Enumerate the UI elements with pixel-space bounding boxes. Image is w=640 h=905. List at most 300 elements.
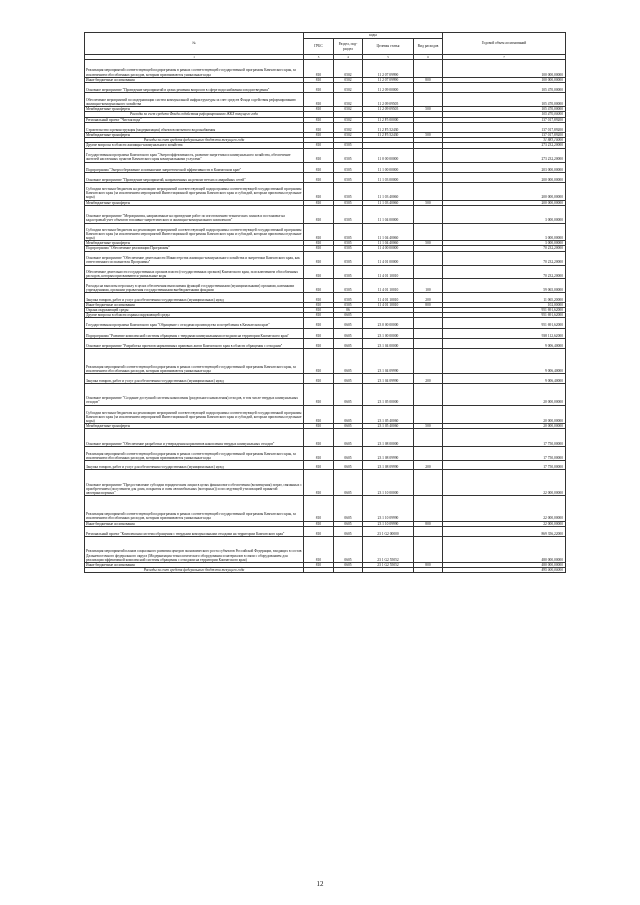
row-tselevaya: 11 4 01 10010 xyxy=(363,293,414,302)
table-row xyxy=(85,461,566,470)
row-name: Региональный проект "Комплексная система обращения с твердыми коммунальными отходами на территории Камчатского края" xyxy=(85,526,304,536)
row-tselevaya: 23 1 04 09990 xyxy=(363,374,414,384)
row-sum: 105 470,00000 xyxy=(443,93,566,107)
row-vid xyxy=(414,496,443,521)
row-grbs: 810 xyxy=(304,122,334,132)
row-sum: 102,00000 xyxy=(443,302,566,307)
row-sum: 9 006,40000 xyxy=(443,348,566,373)
row-name: Межбюджетные трансферты xyxy=(85,200,304,205)
table-row xyxy=(85,348,566,373)
row-name: Иные бюджетные ассигнования xyxy=(85,562,304,567)
row-grbs: 810 xyxy=(304,83,334,93)
row-tselevaya: 11 2 F5 52430 xyxy=(363,133,414,138)
row-name: Региональный проект "Чистая вода" xyxy=(85,117,304,122)
row-grbs: 810 xyxy=(304,205,334,223)
row-grbs: 810 xyxy=(304,148,334,162)
row-vid xyxy=(414,83,443,93)
row-razdel: 0505 xyxy=(334,223,363,241)
row-sum: 100 000,00000 xyxy=(443,77,566,82)
row-sum: 9 006,40000 xyxy=(443,338,566,348)
row-vid: 800 xyxy=(414,521,443,526)
row-sum: 869 356,22000 xyxy=(443,526,566,536)
row-sum: 59 065,00000 xyxy=(443,279,566,293)
table-row xyxy=(85,223,566,241)
row-razdel: 0605 xyxy=(334,374,363,384)
table-row xyxy=(85,93,566,107)
row-razdel: 0502 xyxy=(334,133,363,138)
row-name: Реализация мероприятий соответствующей подпрограммы в рамках соответствующей государственной программы Камчатского края, за исключением обособленных расходов, которым присваиваются уникальные коды xyxy=(85,60,304,78)
row-name: Реализация мероприятий планов социального развития центров экономического роста субъектов Российской Федерации, входящих в состав Дальневосточного федерального округа (Модернизация технологического оборудования и материалов в связи с оборудованием для реализации эффективной комплексной системы обращения с отходами на территории Камчатского края) xyxy=(85,536,304,562)
row-name: Строительство и реконструкция (модернизация) объектов питьевого водоснабжения xyxy=(85,122,304,132)
row-sum: 22 000,00000 xyxy=(443,521,566,526)
table-row xyxy=(85,568,566,573)
row-sum: 20 000,00000 xyxy=(443,424,566,429)
row-razdel: 06 xyxy=(334,307,363,312)
row-grbs: 810 xyxy=(304,318,334,328)
row-grbs: 810 xyxy=(304,241,334,246)
row-grbs: 810 xyxy=(304,93,334,107)
table-row xyxy=(85,148,566,162)
row-razdel: 0505 xyxy=(334,200,363,205)
row-grbs: 810 xyxy=(304,183,334,201)
table-row xyxy=(85,318,566,328)
row-razdel: 0505 xyxy=(334,302,363,307)
row-tselevaya: 11 1 00 00000 xyxy=(363,162,414,172)
row-razdel: 0505 xyxy=(334,241,363,246)
row-grbs: 810 xyxy=(304,536,334,562)
row-tselevaya: 23 1 G2 55052 xyxy=(363,562,414,567)
row-tselevaya: 11 0 00 00000 xyxy=(363,148,414,162)
row-sum: 20 000,00000 xyxy=(443,405,566,424)
header-codes: коды xyxy=(304,33,443,39)
row-sum: 17 750,00000 xyxy=(443,429,566,447)
row-grbs: 810 xyxy=(304,338,334,348)
row-sum: 105 470,00000 xyxy=(443,107,566,112)
row-razdel: 0505 xyxy=(334,279,363,293)
row-name: Государственная программа Камчатского края "Энергоэффективность, развитие энергетики и коммунального хозяйства, обеспечение жителей населенных пунктов Камчатского края коммунальными услугами" xyxy=(85,148,304,162)
row-razdel: 0502 xyxy=(334,77,363,82)
row-tselevaya: 11 4 01 10010 xyxy=(363,279,414,293)
column-index: 3 xyxy=(304,55,334,60)
row-tselevaya xyxy=(363,568,414,573)
table-row xyxy=(85,205,566,223)
row-grbs xyxy=(304,568,334,573)
row-tselevaya: 11 1 03 40060 xyxy=(363,183,414,201)
row-sum: 11 065,20000 xyxy=(443,293,566,302)
row-vid xyxy=(414,470,443,496)
budget-table-sheet xyxy=(84,32,565,573)
row-name: Реализация мероприятий соответствующей подпрограммы в рамках соответствующей государственной программы Камчатского края, за исключением обособленных расходов, которым присваиваются уникальные коды xyxy=(85,496,304,521)
row-sum: 17 750,00000 xyxy=(443,447,566,461)
table-row xyxy=(85,183,566,201)
table-row xyxy=(85,429,566,447)
row-grbs: 810 xyxy=(304,200,334,205)
row-razdel: 0505 xyxy=(334,293,363,302)
row-grbs: 810 xyxy=(304,307,334,312)
header-number: № xyxy=(85,33,304,55)
row-sum: 9 006,40000 xyxy=(443,374,566,384)
row-vid xyxy=(414,536,443,562)
row-vid xyxy=(414,526,443,536)
row-grbs: 810 xyxy=(304,302,334,307)
row-sum: 938 112,62000 xyxy=(443,328,566,338)
column-index: 1 xyxy=(85,55,304,60)
column-index: 4 xyxy=(334,55,363,60)
row-vid xyxy=(414,348,443,373)
table-row xyxy=(85,447,566,461)
row-vid xyxy=(414,93,443,107)
row-grbs: 810 xyxy=(304,461,334,470)
row-razdel: 0502 xyxy=(334,93,363,107)
table-row xyxy=(85,83,566,93)
row-grbs: 810 xyxy=(304,496,334,521)
row-razdel: 0502 xyxy=(334,60,363,78)
row-razdel: 0505 xyxy=(334,143,363,148)
row-tselevaya: 23 1 10 00000 xyxy=(363,470,414,496)
row-tselevaya: 11 2 F5 52430 xyxy=(363,122,414,132)
row-tselevaya: 11 1 04 40060 xyxy=(363,241,414,246)
row-name: Подпрограмма "Энергосбережение и повышение энергетической эффективности в Камчатском крае" xyxy=(85,162,304,172)
row-name: Межбюджетные трансферты xyxy=(85,133,304,138)
row-sum: 137 017,89200 xyxy=(443,117,566,122)
row-grbs: 810 xyxy=(304,133,334,138)
row-grbs: 810 xyxy=(304,251,334,265)
row-razdel: 0505 xyxy=(334,246,363,251)
row-sum: 22 000,00000 xyxy=(443,470,566,496)
row-grbs: 810 xyxy=(304,265,334,279)
row-tselevaya: 23 1 04 09990 xyxy=(363,348,414,373)
row-vid xyxy=(414,60,443,78)
row-grbs: 810 xyxy=(304,172,334,182)
row-vid xyxy=(414,568,443,573)
row-name: Расходы за счет средств федерального бюджета текущего года xyxy=(85,568,304,573)
row-grbs: 810 xyxy=(304,562,334,567)
row-razdel: 0502 xyxy=(334,107,363,112)
row-sum: 70 232,20000 xyxy=(443,265,566,279)
row-sum: 3 000,00000 xyxy=(443,205,566,223)
row-razdel: 0505 xyxy=(334,205,363,223)
row-sum: 105 470,00000 xyxy=(443,83,566,93)
row-razdel: 0502 xyxy=(334,83,363,93)
row-name: Закупка товаров, работ и услуг для обеспечения государственных (муниципальных) нужд xyxy=(85,461,304,470)
row-vid xyxy=(414,172,443,182)
row-sum: 951 691,62000 xyxy=(443,318,566,328)
row-sum: 480 000,00000 xyxy=(443,536,566,562)
row-name: Основное мероприятие "Мероприятия, направленные на проведение работ по изготовлению технических планов и постановке на кадастровый учет объектов топливно-энергетического и жилищно-коммунального комплексов" xyxy=(85,205,304,223)
row-vid: 500 xyxy=(414,200,443,205)
row-grbs: 810 xyxy=(304,223,334,241)
table-row xyxy=(85,328,566,338)
row-name: Субсидии местным бюджетам на реализацию мероприятий соответствующей подпрограммы соответствующей государственной программы Камчатского края (за исключением мероприятий Инвестиционной программы Камчатского края и субсидий, которым присвоены отдельные коды) xyxy=(85,183,304,201)
row-vid xyxy=(414,328,443,338)
row-grbs: 810 xyxy=(304,117,334,122)
row-vid: 200 xyxy=(414,374,443,384)
table-body xyxy=(85,60,566,573)
row-name: Подпрограмма "Развитие комплексной системы обращения с твердыми коммунальными отходами на территории Камчатского края" xyxy=(85,328,304,338)
table-row xyxy=(85,279,566,293)
row-tselevaya: 23 1 G2 55052 xyxy=(363,536,414,562)
row-vid: 100 xyxy=(414,279,443,293)
row-sum: 3 000,00000 xyxy=(443,241,566,246)
row-tselevaya: 11 1 04 00000 xyxy=(363,205,414,223)
row-razdel: 0505 xyxy=(334,172,363,182)
row-sum: 70 232,20000 xyxy=(443,251,566,265)
row-sum: 200 000,00000 xyxy=(443,172,566,182)
row-name: Реализация мероприятий соответствующей подпрограммы в рамках соответствующей государственной программы Камчатского края, за исключением обособленных расходов, которым присваиваются уникальные коды xyxy=(85,447,304,461)
row-vid xyxy=(414,318,443,328)
header-total: Годовой объем ассигнований xyxy=(443,33,566,55)
row-razdel: 0605 xyxy=(334,384,363,405)
table-row xyxy=(85,265,566,279)
row-name: Охрана окружающей среды xyxy=(85,307,304,312)
row-vid: 200 xyxy=(414,293,443,302)
row-vid: 500 xyxy=(414,424,443,429)
row-razdel: 0605 xyxy=(334,328,363,338)
row-razdel: 0605 xyxy=(334,521,363,526)
row-grbs: 810 xyxy=(304,107,334,112)
row-name: Основное мероприятие "Проведение мероприятий, направленных на ремонт ветхих и аварийных сетей" xyxy=(85,172,304,182)
row-name: Иные бюджетные ассигнования xyxy=(85,521,304,526)
row-tselevaya: 11 1 04 40060 xyxy=(363,223,414,241)
row-razdel: 0505 xyxy=(334,183,363,201)
budget-table xyxy=(84,32,566,573)
row-razdel: 0605 xyxy=(334,338,363,348)
row-tselevaya: 11 2 09 00000 xyxy=(363,83,414,93)
column-index: 7 xyxy=(443,55,566,60)
table-row xyxy=(85,251,566,265)
row-razdel: 0502 xyxy=(334,122,363,132)
row-vid: 800 xyxy=(414,562,443,567)
row-tselevaya: 23 1 10 09990 xyxy=(363,496,414,521)
column-index: 6 xyxy=(414,55,443,60)
row-grbs: 810 xyxy=(304,424,334,429)
row-razdel: 0605 xyxy=(334,536,363,562)
row-sum: 951 691,62000 xyxy=(443,313,566,318)
row-razdel: 0505 xyxy=(334,265,363,279)
row-name: Государственная программа Камчатского края "Обращение с отходами производства и потребления в Камчатском крае" xyxy=(85,318,304,328)
row-grbs: 810 xyxy=(304,246,334,251)
row-razdel: 0505 xyxy=(334,148,363,162)
header-razdel: Раздел, под-раздел xyxy=(334,39,363,55)
row-sum: 70 232,20000 xyxy=(443,246,566,251)
header-grbs: ГРБС xyxy=(304,39,334,55)
row-grbs: 810 xyxy=(304,429,334,447)
row-name: Субсидии местным бюджетам на реализацию мероприятий соответствующей подпрограммы соответствующей государственной программы Камчатского края (за исключением мероприятий Инвестиционной программы Камчатского края и субсидий, которым присвоены отдельные коды) xyxy=(85,405,304,424)
row-tselevaya: 23 0 00 00000 xyxy=(363,318,414,328)
row-razdel: 0605 xyxy=(334,424,363,429)
row-vid xyxy=(414,338,443,348)
row-vid xyxy=(414,265,443,279)
row-razdel: 0605 xyxy=(334,526,363,536)
table-row xyxy=(85,293,566,302)
row-name: Расходы за счет средств Фонда содействия реформированию ЖКХ текущего года xyxy=(85,112,304,117)
table-row xyxy=(85,526,566,536)
row-vid xyxy=(414,405,443,424)
row-name: Субсидии местным бюджетам на реализацию мероприятий соответствующей подпрограммы соответствующей государственной программы Камчатского края (за исключением мероприятий Инвестиционной программы Камчатского края и субсидий, которым присвоены отдельные коды) xyxy=(85,223,304,241)
row-grbs: 810 xyxy=(304,384,334,405)
row-razdel: 0605 xyxy=(334,461,363,470)
row-tselevaya: 11 2 07 09990 xyxy=(363,77,414,82)
row-tselevaya: 23 1 08 09990 xyxy=(363,447,414,461)
row-tselevaya: 23 1 08 00000 xyxy=(363,429,414,447)
header-tselevaya: Целевая статья xyxy=(363,39,414,55)
row-grbs: 810 xyxy=(304,293,334,302)
row-razdel: 0605 xyxy=(334,496,363,521)
table-row xyxy=(85,338,566,348)
row-tselevaya: 11 4 01 00000 xyxy=(363,251,414,265)
row-tselevaya: 11 4 01 10010 xyxy=(363,302,414,307)
row-name: Обеспечение деятельности государственных органов власти (государственных органов) Камчатского края, за исключением обособленных расходов, которым присваиваются уникальные коды xyxy=(85,265,304,279)
row-sum: 495 000,00000 xyxy=(443,568,566,573)
row-name: Закупка товаров, работ и услуг для обеспечения государственных (муниципальных) нужд xyxy=(85,293,304,302)
row-tselevaya: 23 1 05 40060 xyxy=(363,405,414,424)
row-vid xyxy=(414,384,443,405)
row-vid xyxy=(414,205,443,223)
table-row xyxy=(85,496,566,521)
row-tselevaya: 11 4 00 00000 xyxy=(363,246,414,251)
row-sum: 31 883,10000 xyxy=(443,138,566,143)
row-tselevaya: 11 1 03 00000 xyxy=(363,172,414,182)
row-name: Расходы на выплаты персоналу в целях обеспечения выполнения функций государственными (муниципальными) органами, казенными учреждениями, органами управления государственными внебюджетными фондами xyxy=(85,279,304,293)
table-row xyxy=(85,60,566,78)
row-grbs: 810 xyxy=(304,348,334,373)
row-tselevaya: 11 2 07 09990 xyxy=(363,60,414,78)
row-vid xyxy=(414,148,443,162)
table-row xyxy=(85,405,566,424)
row-name: Основное мероприятие "Предоставление субсидии юридическим лицам в целях финансового обеспечения (возмещения) затрат, связанных с приобретением (получением для дома, покрытия и смен автомобильных (моторных)) и последующей утилизацией принятой автотранспортных" xyxy=(85,470,304,496)
row-vid: 500 xyxy=(414,241,443,246)
row-vid: 500 xyxy=(414,133,443,138)
row-razdel: 0502 xyxy=(334,117,363,122)
table-row xyxy=(85,374,566,384)
row-vid xyxy=(414,223,443,241)
row-sum: 137 017,89200 xyxy=(443,122,566,132)
row-grbs: 810 xyxy=(304,374,334,384)
row-razdel: 0605 xyxy=(334,562,363,567)
row-grbs: 810 xyxy=(304,447,334,461)
row-name: Закупка товаров, работ и услуг для обеспечения государственных (муниципальных) нужд xyxy=(85,374,304,384)
row-vid xyxy=(414,183,443,201)
row-grbs: 810 xyxy=(304,77,334,82)
row-tselevaya: 23 1 05 00000 xyxy=(363,384,414,405)
row-name: Основное мероприятие "Обеспечение деятельности Министерства жилищно-коммунального хозяйства и энергетики Камчатского края, как ответственного исполнителя Программы" xyxy=(85,251,304,265)
row-vid: 800 xyxy=(414,77,443,82)
row-grbs: 810 xyxy=(304,405,334,424)
row-tselevaya: 11 2 F5 00000 xyxy=(363,117,414,122)
row-razdel: 0605 xyxy=(334,429,363,447)
row-name: Иные бюджетные ассигнования xyxy=(85,302,304,307)
row-name: Межбюджетные трансферты xyxy=(85,241,304,246)
row-grbs: 810 xyxy=(304,470,334,496)
row-vid xyxy=(414,447,443,461)
table-row xyxy=(85,172,566,182)
row-grbs: 810 xyxy=(304,521,334,526)
row-name: Иные бюджетные ассигнования xyxy=(85,77,304,82)
row-razdel xyxy=(334,568,363,573)
row-grbs: 810 xyxy=(304,328,334,338)
row-vid: 200 xyxy=(414,461,443,470)
table-row xyxy=(85,384,566,405)
row-name: Реализация мероприятий соответствующей подпрограммы в рамках соответствующей государственной программы Камчатского края, за исключением обособленных расходов, которым присваиваются уникальные коды xyxy=(85,348,304,373)
row-sum: 100 000,00000 xyxy=(443,60,566,78)
row-tselevaya: 11 4 01 10010 xyxy=(363,265,414,279)
row-sum: 951 691,62000 xyxy=(443,307,566,312)
row-grbs: 810 xyxy=(304,313,334,318)
row-name: Основное мероприятие "Создание доступной системы накопления (раздельного накопления) отходов, в том числе твердых коммунальных отходов" xyxy=(85,384,304,405)
row-razdel: 0505 xyxy=(334,251,363,265)
row-sum: 17 750,00000 xyxy=(443,461,566,470)
row-vid: 500 xyxy=(414,107,443,112)
row-tselevaya: 23 1 G2 00000 xyxy=(363,526,414,536)
row-sum: 480 000,00000 xyxy=(443,562,566,567)
table-row xyxy=(85,536,566,562)
row-razdel: 0605 xyxy=(334,405,363,424)
row-sum: 20 000,00000 xyxy=(443,384,566,405)
row-vid: 800 xyxy=(414,302,443,307)
row-razdel: 0605 xyxy=(334,318,363,328)
row-sum: 273 232,20000 xyxy=(443,143,566,148)
row-name: Другие вопросы в области жилищно-коммунального хозяйства xyxy=(85,143,304,148)
row-name: Подпрограмма "Обеспечение реализации Программы" xyxy=(85,246,304,251)
row-sum: 105 470,00000 xyxy=(443,112,566,117)
table-row xyxy=(85,122,566,132)
row-vid xyxy=(414,429,443,447)
row-tselevaya: 23 1 10 09990 xyxy=(363,521,414,526)
row-grbs: 810 xyxy=(304,162,334,172)
row-razdel: 0605 xyxy=(334,313,363,318)
row-name: Межбюджетные трансферты xyxy=(85,424,304,429)
row-name: Обеспечение мероприятий по модернизации систем коммунальной инфраструктуры за счет средств Фонда содействия реформированию жилищно-коммунального хозяйства xyxy=(85,93,304,107)
row-tselevaya: 23 1 00 00000 xyxy=(363,328,414,338)
row-sum: 203 000,00000 xyxy=(443,162,566,172)
row-sum: 200 000,00000 xyxy=(443,200,566,205)
row-tselevaya: 11 2 09 09505 xyxy=(363,107,414,112)
row-name: Другие вопросы в области охраны окружающей среды xyxy=(85,313,304,318)
row-name: Основное мероприятие "Проведение мероприятий в целях решения вопросов в сфере водоснабжения и водоотведения" xyxy=(85,83,304,93)
row-grbs: 810 xyxy=(304,526,334,536)
row-name: Межбюджетные трансферты xyxy=(85,107,304,112)
row-vid xyxy=(414,251,443,265)
row-name: Расходы за счет средств федерального бюджета текущего года xyxy=(85,138,304,143)
table-row xyxy=(85,470,566,496)
header-vid: Вид расходов xyxy=(414,39,443,55)
row-vid xyxy=(414,162,443,172)
row-sum: 200 000,00000 xyxy=(443,183,566,201)
row-grbs: 810 xyxy=(304,279,334,293)
row-grbs: 810 xyxy=(304,143,334,148)
row-razdel: 0605 xyxy=(334,447,363,461)
row-grbs: 810 xyxy=(304,60,334,78)
row-vid xyxy=(414,122,443,132)
row-tselevaya: 23 1 05 40060 xyxy=(363,424,414,429)
row-razdel: 0605 xyxy=(334,348,363,373)
row-razdel: 0605 xyxy=(334,470,363,496)
row-tselevaya: 23 1 08 09990 xyxy=(363,461,414,470)
row-sum: 22 000,00000 xyxy=(443,496,566,521)
table-row xyxy=(85,162,566,172)
row-name: Основное мероприятие "Обеспечение разработки и утверждения нормативов накопления твердых коммунальных отходов" xyxy=(85,429,304,447)
row-sum: 273 232,20000 xyxy=(443,148,566,162)
row-tselevaya: 11 1 03 40060 xyxy=(363,200,414,205)
row-sum: 3 000,00000 xyxy=(443,223,566,241)
row-sum: 137 017,89200 xyxy=(443,133,566,138)
row-tselevaya: 11 2 09 09505 xyxy=(363,93,414,107)
row-name: Основное мероприятие "Разработка проектов нормативных правовых актов Камчатского края в области обращения с отходами" xyxy=(85,338,304,348)
row-tselevaya: 23 1 04 00000 xyxy=(363,338,414,348)
row-razdel: 0505 xyxy=(334,162,363,172)
page-number: 12 xyxy=(316,880,324,888)
column-index: 5 xyxy=(363,55,414,60)
